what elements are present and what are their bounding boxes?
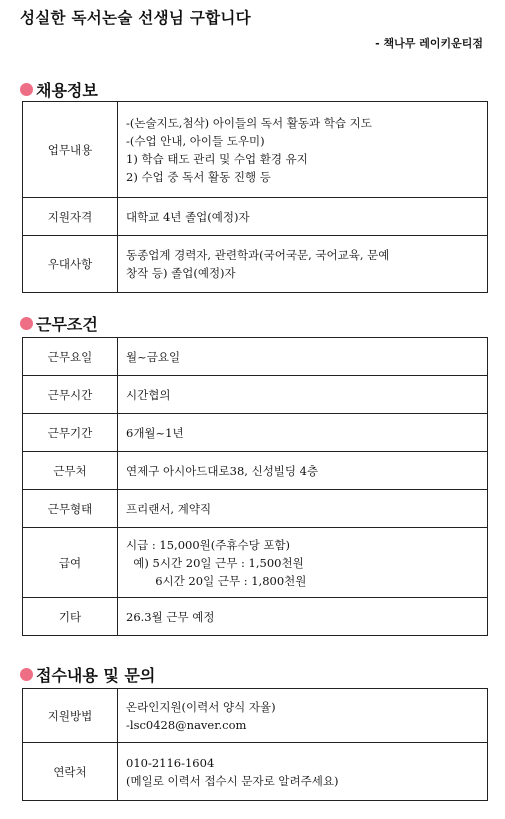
value-line: 동종업계 경력자, 관련학과(국어국문, 국어교육, 문예 bbox=[126, 248, 390, 262]
value-line: 26.3월 근무 예정 bbox=[126, 609, 215, 624]
row-label: 급여 bbox=[23, 528, 118, 598]
section-heading-work-conditions bbox=[20, 312, 98, 335]
value-line: 6시간 20일 근무 : 1,800천원 bbox=[126, 573, 307, 588]
table-row bbox=[23, 490, 488, 528]
row-label: 우대사항 bbox=[23, 236, 118, 293]
bullet-dot-icon bbox=[20, 83, 33, 96]
value-line: -(수업 안내, 아이들 도우미) bbox=[126, 133, 265, 148]
section-heading-application bbox=[20, 663, 155, 686]
row-value bbox=[118, 338, 488, 376]
section-heading-label: 채용정보 bbox=[36, 81, 98, 100]
row-label: 업무내용 bbox=[23, 102, 118, 198]
value-line: 연제구 아시아드대로38, 신성빌딩 4층 bbox=[126, 463, 319, 478]
value-line: -(논술지도,첨삭) 아이들의 독서 활동과 학습 지도 bbox=[126, 115, 372, 130]
row-value bbox=[118, 743, 488, 801]
section-heading-recruitment bbox=[20, 78, 98, 101]
table-row bbox=[23, 414, 488, 452]
section-heading-label: 접수내용 및 문의 bbox=[36, 666, 156, 685]
value-line: 월~금요일 bbox=[126, 349, 181, 364]
value-line: (메일로 이력서 접수시 문자로 알려주세요) bbox=[126, 773, 339, 788]
section-heading-label: 근무조건 bbox=[36, 315, 98, 334]
row-label: 근무기간 bbox=[23, 414, 118, 452]
row-label: 근무처 bbox=[23, 452, 118, 490]
table-row bbox=[23, 528, 488, 598]
bullet-dot-icon bbox=[20, 668, 33, 681]
table-row bbox=[23, 102, 488, 198]
table-row bbox=[23, 198, 488, 236]
row-value bbox=[118, 102, 488, 198]
row-label: 연락처 bbox=[23, 743, 118, 801]
value-line: 창작 등) 졸업(예정)자 bbox=[126, 266, 236, 280]
row-value bbox=[118, 236, 488, 293]
table-row bbox=[23, 689, 488, 743]
row-value bbox=[118, 376, 488, 414]
table-row bbox=[23, 598, 488, 636]
table-row bbox=[23, 338, 488, 376]
value-line: 대학교 4년 졸업(예정)자 bbox=[126, 209, 250, 224]
table-row bbox=[23, 743, 488, 801]
row-value bbox=[118, 528, 488, 598]
row-value bbox=[118, 198, 488, 236]
row-label: 근무형태 bbox=[23, 490, 118, 528]
bullet-dot-icon bbox=[20, 317, 33, 330]
row-value bbox=[118, 689, 488, 743]
value-line: 시급 : 15,000원(주휴수당 포함) bbox=[126, 537, 291, 552]
value-line: 온라인지원(이력서 양식 자율) bbox=[126, 699, 276, 714]
table-row bbox=[23, 452, 488, 490]
value-line: 예) 5시간 20일 근무 : 1,500천원 bbox=[126, 555, 304, 570]
value-line: 6개월~1년 bbox=[126, 425, 184, 440]
value-line: 1) 학습 태도 관리 및 수업 환경 유지 bbox=[126, 151, 308, 166]
page-title: 성실한 독서논술 선생님 구합니다 bbox=[20, 9, 251, 27]
row-label: 기타 bbox=[23, 598, 118, 636]
table-row bbox=[23, 376, 488, 414]
row-label: 근무요일 bbox=[23, 338, 118, 376]
row-label: 지원방법 bbox=[23, 689, 118, 743]
value-line: 2) 수업 중 독서 활동 진행 등 bbox=[126, 169, 271, 184]
row-value bbox=[118, 598, 488, 636]
page-subtitle: - 책나무 레이키운티점 bbox=[375, 37, 483, 50]
contact-phone: 010-2116-1604 bbox=[126, 755, 215, 770]
value-line: 시간협의 bbox=[126, 387, 171, 402]
row-label: 지원자격 bbox=[23, 198, 118, 236]
row-label: 근무시간 bbox=[23, 376, 118, 414]
application-info-table bbox=[22, 688, 488, 801]
row-value bbox=[118, 414, 488, 452]
recruitment-info-table bbox=[22, 101, 488, 293]
row-value bbox=[118, 490, 488, 528]
table-row bbox=[23, 236, 488, 293]
contact-email: -lsc0428@naver.com bbox=[126, 717, 247, 732]
value-line: 프리랜서, 계약직 bbox=[126, 501, 212, 516]
row-value bbox=[118, 452, 488, 490]
work-conditions-table bbox=[22, 337, 488, 636]
